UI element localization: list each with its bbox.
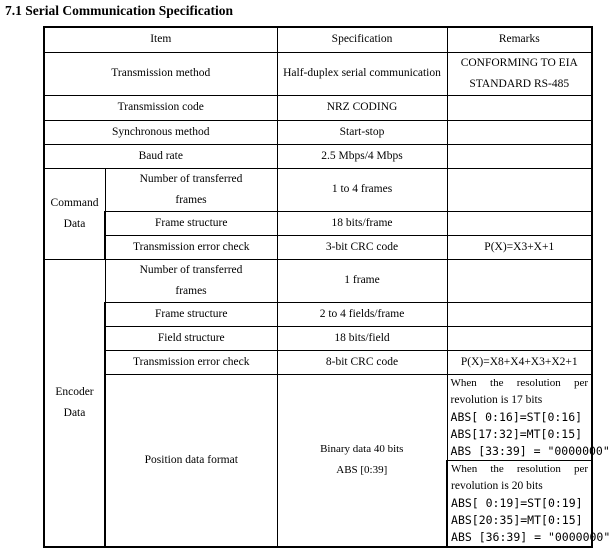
header-item: Item [44, 27, 277, 52]
item-transmission-code: Transmission code [44, 95, 277, 120]
remarks-line-2: STANDARD RS-485 [469, 77, 570, 90]
header-specification: Specification [277, 27, 447, 52]
res17-line-4: ABS[17:32]=MT[0:15] [450, 426, 583, 441]
spec-command-error-check: 3-bit CRC code [277, 235, 447, 259]
item-encoder-field-structure: Field structure [105, 326, 277, 350]
item-line-1: Number of transferred [139, 172, 243, 185]
spec-position-line-2: ABS [0:39] [336, 464, 388, 476]
spec-position-data-format [277, 374, 447, 547]
remarks-encoder-frame-structure [447, 302, 592, 326]
remarks-synchronous-method [447, 120, 592, 144]
res20-line-5: ABS [36:39] = "0000000" [451, 529, 610, 544]
item-command-error-check: Transmission error check [105, 235, 277, 259]
row-encoder-error-check [44, 350, 592, 374]
row-encoder-frames [44, 259, 592, 302]
res20-line-3: ABS[ 0:19]=ST[0:19] [451, 495, 583, 510]
spec-command-frames: 1 to 4 frames [277, 168, 447, 211]
remarks-command-error-check: P(X)=X3+X+1 [447, 235, 592, 259]
row-command-error-check [44, 235, 592, 259]
spec-synchronous-method: Start-stop [277, 120, 447, 144]
item-encoder-frames [105, 259, 277, 302]
item-command-frame-structure: Frame structure [105, 211, 277, 235]
row-command-frames [44, 168, 592, 211]
serial-communication-spec-table [43, 26, 610, 548]
item-position-data-format: Position data format [105, 374, 277, 547]
row-command-frame-structure [44, 211, 592, 235]
row-baud-rate [44, 144, 592, 168]
item-line-1: Number of transferred [139, 263, 243, 276]
res17-line-5: ABS [33:39] = "0000000" [450, 443, 610, 458]
res17-line-1: When the resolution per [450, 376, 589, 389]
spec-encoder-frames: 1 frame [277, 259, 447, 302]
spec-transmission-method: Half-duplex serial communication [277, 52, 447, 95]
group-command-data [44, 168, 105, 259]
remarks-baud-rate [447, 144, 592, 168]
remarks-transmission-code [447, 95, 592, 120]
spec-encoder-frame-structure: 2 to 4 fields/frame [277, 302, 447, 326]
remarks-resolution-17bit [447, 374, 610, 460]
group-encoder-data [44, 259, 105, 547]
item-baud-rate: Baud rate [44, 144, 277, 168]
row-encoder-position-17bit [44, 374, 592, 460]
spec-encoder-field-structure: 18 bits/field [277, 326, 447, 350]
group-encoder-label-1: Encoder [55, 385, 94, 398]
remarks-transmission-method [447, 52, 592, 95]
header-row [44, 27, 592, 52]
item-line-2: frames [175, 193, 207, 206]
res20-line-1: When the resolution per [451, 462, 589, 475]
remarks-encoder-error-check: P(X)=X8+X4+X3+X2+1 [447, 350, 592, 374]
res17-line-2: revolution is 17 bits [450, 393, 543, 406]
spec-position-line-1: Binary data 40 bits [320, 443, 404, 455]
header-remarks: Remarks [447, 27, 592, 52]
remarks-encoder-field-structure [447, 326, 592, 350]
spec-transmission-code: NRZ CODING [277, 95, 447, 120]
remarks-line-1: CONFORMING TO EIA [460, 56, 578, 69]
item-line-2: frames [175, 284, 207, 297]
remarks-resolution-20bit [447, 460, 610, 547]
row-encoder-frame-structure [44, 302, 592, 326]
spec-command-frame-structure: 18 bits/frame [277, 211, 447, 235]
res17-line-3: ABS[ 0:16]=ST[0:16] [450, 409, 583, 424]
spec-baud-rate: 2.5 Mbps/4 Mbps [277, 144, 447, 168]
item-synchronous-method: Synchronous method [44, 120, 277, 144]
remarks-command-frame-structure [447, 211, 592, 235]
row-encoder-field-structure [44, 326, 592, 350]
row-synchronous-method [44, 120, 592, 144]
res20-line-4: ABS[20:35]=MT[0:15] [451, 512, 583, 527]
item-encoder-error-check: Transmission error check [105, 350, 277, 374]
group-encoder-label-2: Data [63, 406, 86, 419]
item-encoder-frame-structure: Frame structure [105, 302, 277, 326]
spec-encoder-error-check: 8-bit CRC code [277, 350, 447, 374]
res20-line-2: revolution is 20 bits [451, 479, 543, 492]
item-transmission-method: Transmission method [44, 52, 277, 95]
section-title: 7.1 Serial Communication Specification [5, 3, 233, 18]
remarks-encoder-frames [447, 259, 592, 302]
remarks-command-frames [447, 168, 592, 211]
row-transmission-method [44, 52, 592, 95]
group-command-label-2: Data [63, 217, 86, 230]
row-transmission-code [44, 95, 592, 120]
group-command-label-1: Command [50, 196, 99, 209]
item-command-frames [105, 168, 277, 211]
